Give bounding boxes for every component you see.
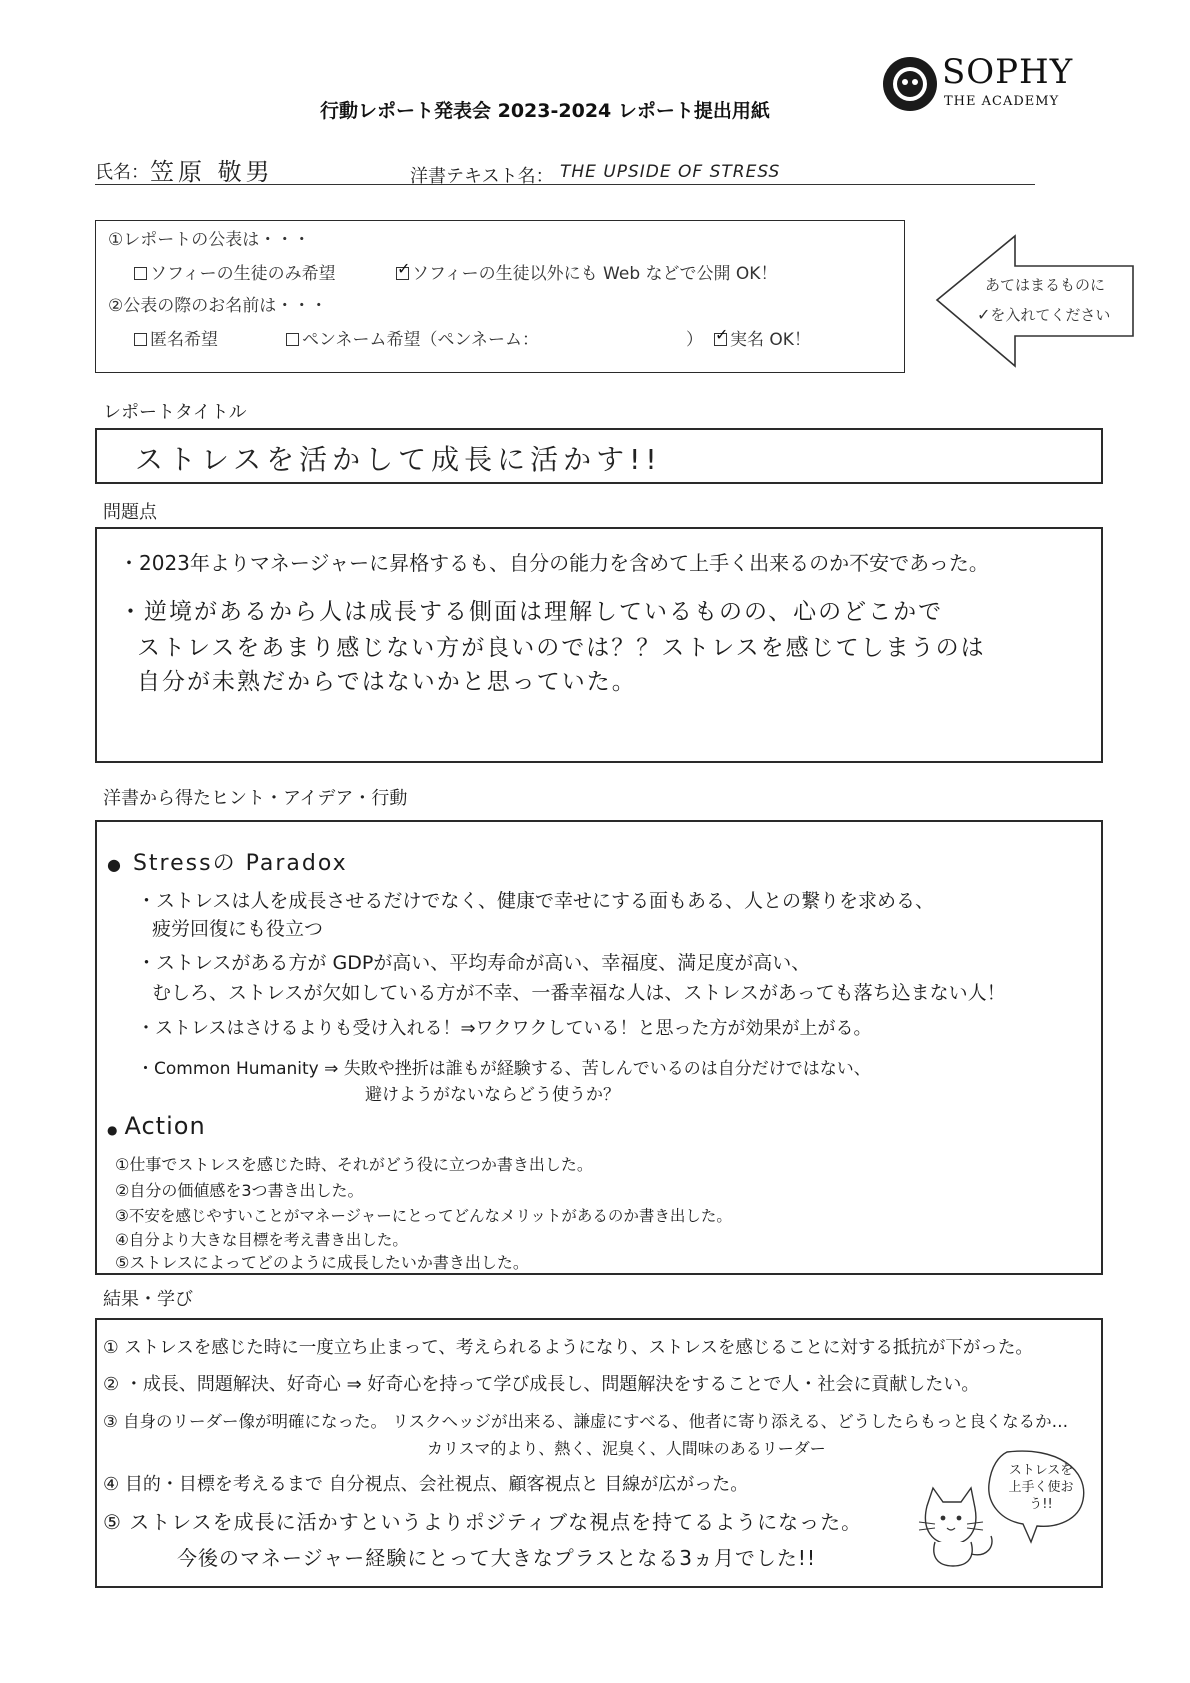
hints-heading: 洋書から得たヒント・アイデア・行動 (103, 788, 408, 809)
name-option-anonymous[interactable] (134, 325, 218, 350)
report-title-heading: レポートタイトル (103, 402, 247, 423)
option-label: 実名 OK！ (730, 330, 811, 350)
results-box (95, 1318, 1103, 1588)
cat-illustration (907, 1450, 1087, 1570)
arrow-text-2 (977, 304, 1110, 325)
result-line: ④ 目的・目標を考えるまで 自分視点、会社視点、顧客視点と 目線が広がった。 (103, 1474, 749, 1495)
hint-line: むしろ、ストレスが欠如している方が不幸、一番幸福な人は、ストレスがあっても落ち込まない人！ (152, 982, 1006, 1004)
book-value: THE UPSIDE OF STRESS (560, 162, 781, 182)
result-line: ⑤ ストレスを成長に活かすというよりポジティブな視点を持てるようになった。 (103, 1510, 863, 1534)
checked-checkbox[interactable] (396, 267, 409, 280)
action-item: ⑤ストレスによってどのように成長したいか書き出した。 (115, 1253, 529, 1272)
publish-option-web-ok[interactable] (396, 259, 777, 284)
hint-line: 疲労回復にも役立つ (152, 918, 324, 940)
logo-sub: THE ACADEMY (944, 94, 1060, 109)
name-value: 笠原 敬男 (150, 158, 274, 186)
problem-line: 自分が未熟だからではないかと思っていた。 (137, 669, 637, 695)
option-label: 匿名希望 (150, 330, 218, 350)
option-label: ソフィーの生徒のみ希望 (150, 264, 336, 284)
publication-form (95, 220, 905, 373)
problem-heading: 問題点 (103, 502, 157, 523)
hint-line: ・ストレスがある方が GDPが高い、平均寿命が高い、幸福度、満足度が高い、 (137, 952, 811, 974)
action-item: ①仕事でストレスを感じた時、それがどう役に立つか書き出した。 (115, 1155, 593, 1174)
name-option-realname[interactable] (714, 325, 811, 350)
results-heading: 結果・学び (103, 1289, 193, 1310)
result-line: ② ・成長、問題解決、好奇心 ⇒ 好奇心を持って学び成長し、問題解決をすることで人・社会に貢献したい。 (103, 1374, 980, 1395)
action-item: ④自分より大きな目標を考え書き出した。 (115, 1231, 408, 1249)
action-heading (107, 1112, 206, 1140)
action-item: ②自分の価値感を3つ書き出した。 (115, 1181, 364, 1200)
paradox-heading (107, 846, 348, 877)
result-line: カリスマ的より、熱く、泥臭く、人間味のあるリーダー (427, 1439, 826, 1458)
report-title-value: ストレスを活かして成長に活かす!! (135, 443, 662, 476)
penname-close: ） (686, 330, 703, 350)
problem-line: ・2023年よりマネージャーに昇格するも、自分の能力を含めて上手く出来るのか不安であった。 (119, 551, 989, 575)
speech-bubble-text: ストレスを上手く使おう!! (1008, 1463, 1074, 1512)
checkbox[interactable] (134, 267, 147, 280)
option-label: ペンネーム希望（ペンネーム： (302, 330, 539, 350)
result-line: 今後のマネージャー経験にとって大きなプラスとなる3ヵ月でした!! (177, 1546, 816, 1570)
hint-line: ・ストレスは人を成長させるだけでなく、健康で幸せにする面もある、人との繋りを求める、 (137, 890, 935, 912)
sophy-logo (880, 52, 1074, 122)
hints-box (95, 820, 1103, 1275)
check-mark-icon: ✓ (977, 305, 991, 324)
hint-line: 避けようがないならどう使うか？ (365, 1085, 620, 1105)
bullet-icon: ● (107, 1123, 119, 1137)
hint-line: ・ストレスはさけるよりも受け入れる！⇒ワクワクしている！と思った方が効果が上がる。 (137, 1018, 872, 1039)
hint-line: ・Common Humanity ⇒ 失敗や挫折は誰もが経験する、苦しんでいるのは自分だけではない、 (137, 1059, 871, 1079)
problem-line: ・逆境があるから人は成長する側面は理解しているものの、心のどこかで (119, 599, 944, 625)
checked-checkbox[interactable] (714, 333, 727, 346)
book-label: 洋書テキスト名： (410, 166, 554, 187)
problem-box (95, 527, 1103, 763)
publish-question: ①レポートの公表は・・・ (108, 230, 311, 250)
academy-seal-icon (880, 54, 940, 114)
name-question: ②公表の際のお名前は・・・ (108, 296, 328, 316)
instruction-arrow (935, 232, 1135, 372)
publish-option-members-only[interactable] (134, 259, 336, 284)
checkbox[interactable] (286, 333, 299, 346)
left-arrow-icon (935, 232, 1135, 372)
result-line: ① ストレスを感じた時に一度立ち止まって、考えられるようになり、ストレスを感じることに対する抵抗が下がった。 (103, 1338, 1033, 1358)
checkbox[interactable] (134, 333, 147, 346)
page-title: 行動レポート発表会 2023-2024 レポート提出用紙 (320, 100, 770, 122)
logo-name: SOPHY (942, 52, 1074, 92)
name-option-penname[interactable] (286, 325, 539, 350)
bullet-icon: ● (107, 855, 123, 874)
result-line: ③ 自身のリーダー像が明確になった。 リスクヘッジが出来る、謙虚にすべる、他者に寄り添える、どうしたらもっと良くなるか… (103, 1412, 1069, 1431)
paradox-heading-text: Stressの Paradox (132, 851, 348, 876)
name-label: 氏名： (95, 162, 149, 183)
problem-line: ストレスをあまり感じない方が良いのでは？？ストレスを感じてしまうのは (137, 635, 986, 661)
arrow-text-1: あてはまるものに (985, 276, 1106, 294)
report-title-box (95, 428, 1103, 484)
name-underline (95, 184, 1035, 185)
name-row (95, 150, 1035, 186)
arrow-text-2-label: を入れてください (990, 306, 1111, 324)
action-item: ③不安を感じやすいことがマネージャーにとってどんなメリットがあるのか書き出した。 (115, 1207, 732, 1225)
action-heading-text: Action (124, 1112, 206, 1140)
option-label: ソフィーの生徒以外にも Web などで公開 OK！ (412, 264, 778, 284)
